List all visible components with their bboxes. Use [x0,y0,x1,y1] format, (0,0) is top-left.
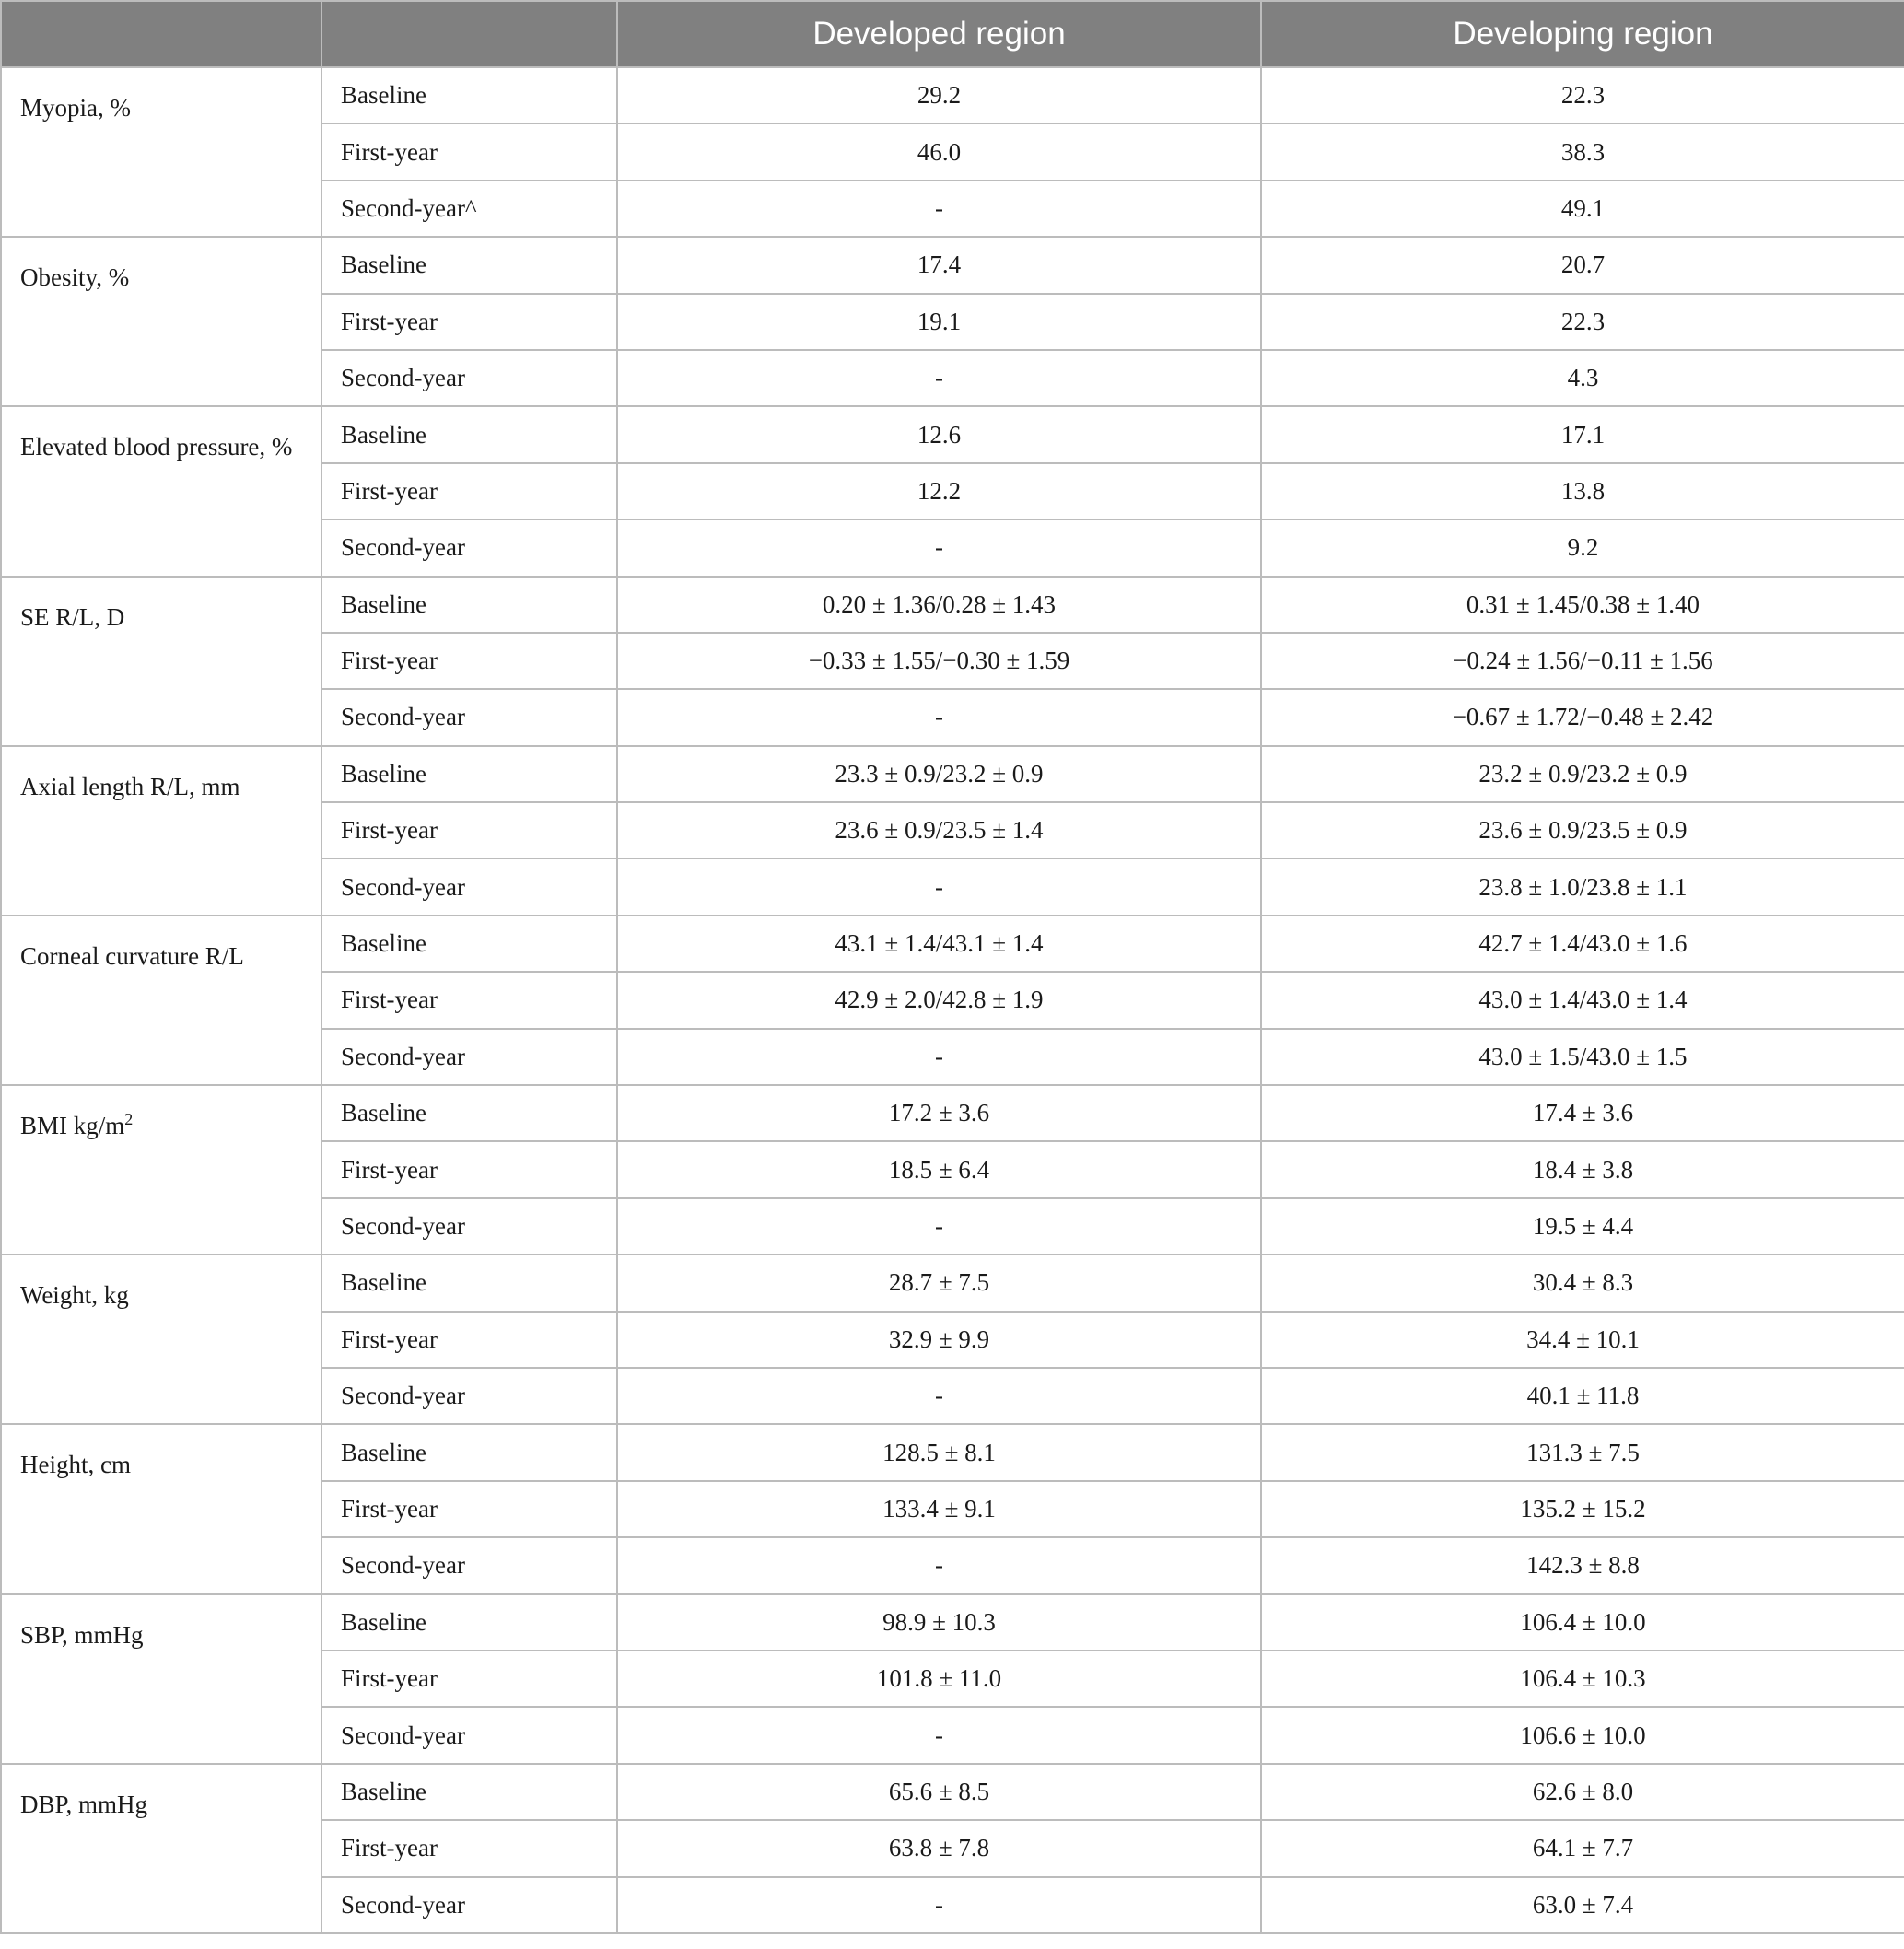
developed-value-cell: - [617,1877,1261,1933]
developing-value-cell: 23.2 ± 0.9/23.2 ± 0.9 [1261,746,1904,802]
table-row [1,746,1904,802]
header-timepoint [321,1,617,67]
developed-value-cell: 101.8 ± 11.0 [617,1651,1261,1707]
timepoint-cell: Baseline [321,746,617,802]
table-row [1,237,1904,293]
developed-value-cell: 23.6 ± 0.9/23.5 ± 1.4 [617,802,1261,858]
timepoint-cell: Baseline [321,406,617,462]
developing-value-cell: 13.8 [1261,463,1904,519]
parameter-cell [1,1424,321,1593]
developing-value-cell: 22.3 [1261,294,1904,350]
header-row [1,1,1904,67]
developed-value-cell: 18.5 ± 6.4 [617,1141,1261,1197]
parameter-label: SE R/L, D [20,602,125,631]
header-developing-region: Developing region [1261,1,1904,67]
developed-value-cell: 98.9 ± 10.3 [617,1594,1261,1651]
timepoint-cell: First-year [321,802,617,858]
parameter-label: Corneal curvature R/L [20,941,244,970]
parameter-cell [1,237,321,406]
developed-value-cell: −0.33 ± 1.55/−0.30 ± 1.59 [617,633,1261,689]
developed-value-cell: - [617,689,1261,745]
parameter-label: Height, cm [20,1451,131,1479]
parameter-cell [1,577,321,746]
timepoint-cell: Baseline [321,1085,617,1141]
developed-value-cell: 29.2 [617,67,1261,123]
parameter-label: Axial length R/L, mm [20,772,240,800]
timepoint-cell: Second-year [321,1877,617,1933]
developed-value-cell: 133.4 ± 9.1 [617,1481,1261,1537]
timepoint-cell: Baseline [321,1255,617,1311]
table-row [1,67,1904,123]
developed-value-cell: 19.1 [617,294,1261,350]
timepoint-cell: First-year [321,1481,617,1537]
timepoint-cell: Baseline [321,1424,617,1480]
developing-value-cell: −0.67 ± 1.72/−0.48 ± 2.42 [1261,689,1904,745]
developed-value-cell: 0.20 ± 1.36/0.28 ± 1.43 [617,577,1261,633]
developing-value-cell: 42.7 ± 1.4/43.0 ± 1.6 [1261,916,1904,972]
developing-value-cell: 106.4 ± 10.3 [1261,1651,1904,1707]
developing-value-cell: 20.7 [1261,237,1904,293]
timepoint-cell: Baseline [321,67,617,123]
parameter-label: Myopia, % [20,94,131,122]
timepoint-cell: Second-year^ [321,181,617,237]
developing-value-cell: 62.6 ± 8.0 [1261,1764,1904,1820]
developed-value-cell: 46.0 [617,123,1261,180]
timepoint-cell: Second-year [321,1198,617,1255]
developing-value-cell: 63.0 ± 7.4 [1261,1877,1904,1933]
timepoint-cell: Second-year [321,1368,617,1424]
timepoint-cell: Baseline [321,916,617,972]
developing-value-cell: 23.8 ± 1.0/23.8 ± 1.1 [1261,858,1904,915]
developing-value-cell: 17.1 [1261,406,1904,462]
developed-value-cell: 63.8 ± 7.8 [617,1820,1261,1876]
developed-value-cell: 43.1 ± 1.4/43.1 ± 1.4 [617,916,1261,972]
developing-value-cell: 106.6 ± 10.0 [1261,1707,1904,1763]
developing-value-cell: 106.4 ± 10.0 [1261,1594,1904,1651]
timepoint-cell: Second-year [321,858,617,915]
header-developed-region: Developed region [617,1,1261,67]
developing-value-cell: 34.4 ± 10.1 [1261,1312,1904,1368]
developing-value-cell: 4.3 [1261,350,1904,406]
developed-value-cell: - [617,1537,1261,1593]
timepoint-cell: First-year [321,1141,617,1197]
developing-value-cell: 142.3 ± 8.8 [1261,1537,1904,1593]
developed-value-cell: 12.6 [617,406,1261,462]
table-row [1,406,1904,462]
developing-value-cell: 0.31 ± 1.45/0.38 ± 1.40 [1261,577,1904,633]
developing-value-cell: 131.3 ± 7.5 [1261,1424,1904,1480]
developed-value-cell: 12.2 [617,463,1261,519]
parameter-cell [1,746,321,916]
timepoint-cell: Baseline [321,1594,617,1651]
timepoint-cell: Second-year [321,1707,617,1763]
table-row [1,1594,1904,1651]
parameter-cell [1,1594,321,1764]
parameter-superscript: 2 [124,1110,134,1129]
table-body [1,67,1904,1933]
parameter-cell [1,67,321,237]
header-parameter [1,1,321,67]
developing-value-cell: 64.1 ± 7.7 [1261,1820,1904,1876]
developing-value-cell: 23.6 ± 0.9/23.5 ± 0.9 [1261,802,1904,858]
timepoint-cell: Second-year [321,350,617,406]
parameter-cell [1,1764,321,1933]
timepoint-cell: Baseline [321,577,617,633]
table-row [1,1255,1904,1311]
timepoint-cell: Baseline [321,1764,617,1820]
timepoint-cell: Second-year [321,519,617,576]
parameter-cell [1,1085,321,1255]
timepoint-cell: Second-year [321,689,617,745]
table-row [1,1764,1904,1820]
parameter-cell [1,916,321,1085]
parameter-cell [1,406,321,576]
developed-value-cell: - [617,181,1261,237]
parameter-label: DBP, mmHg [20,1790,148,1818]
developing-value-cell: −0.24 ± 1.56/−0.11 ± 1.56 [1261,633,1904,689]
developed-value-cell: 32.9 ± 9.9 [617,1312,1261,1368]
developed-value-cell: 17.4 [617,237,1261,293]
timepoint-cell: First-year [321,1820,617,1876]
parameter-cell [1,1255,321,1424]
parameter-label: Obesity, % [20,263,130,292]
timepoint-cell: Second-year [321,1537,617,1593]
developing-value-cell: 43.0 ± 1.4/43.0 ± 1.4 [1261,972,1904,1028]
table-row [1,916,1904,972]
parameter-label: SBP, mmHg [20,1620,144,1649]
developed-value-cell: 42.9 ± 2.0/42.8 ± 1.9 [617,972,1261,1028]
timepoint-cell: Second-year [321,1029,617,1085]
developed-value-cell: - [617,1029,1261,1085]
developing-value-cell: 40.1 ± 11.8 [1261,1368,1904,1424]
timepoint-cell: First-year [321,1651,617,1707]
parameter-label: Weight, kg [20,1281,129,1310]
developed-value-cell: 23.3 ± 0.9/23.2 ± 0.9 [617,746,1261,802]
developed-value-cell: 17.2 ± 3.6 [617,1085,1261,1141]
table-row [1,1424,1904,1480]
developing-value-cell: 30.4 ± 8.3 [1261,1255,1904,1311]
table-row [1,577,1904,633]
developed-value-cell: - [617,1368,1261,1424]
timepoint-cell: First-year [321,972,617,1028]
table-header [1,1,1904,67]
developed-value-cell: - [617,1707,1261,1763]
table-row [1,1085,1904,1141]
developing-value-cell: 19.5 ± 4.4 [1261,1198,1904,1255]
developing-value-cell: 22.3 [1261,67,1904,123]
developed-value-cell: - [617,858,1261,915]
timepoint-cell: First-year [321,123,617,180]
developed-value-cell: 128.5 ± 8.1 [617,1424,1261,1480]
developing-value-cell: 135.2 ± 15.2 [1261,1481,1904,1537]
developed-value-cell: 65.6 ± 8.5 [617,1764,1261,1820]
parameter-label: BMI kg/m [20,1112,125,1140]
developed-value-cell: - [617,519,1261,576]
timepoint-cell: First-year [321,633,617,689]
developing-value-cell: 38.3 [1261,123,1904,180]
developed-value-cell: - [617,350,1261,406]
timepoint-cell: First-year [321,294,617,350]
timepoint-cell: Baseline [321,237,617,293]
parameter-label: Elevated blood pressure, % [20,433,293,461]
timepoint-cell: First-year [321,463,617,519]
developed-value-cell: - [617,1198,1261,1255]
developing-value-cell: 18.4 ± 3.8 [1261,1141,1904,1197]
developing-value-cell: 9.2 [1261,519,1904,576]
timepoint-cell: First-year [321,1312,617,1368]
developing-value-cell: 49.1 [1261,181,1904,237]
developing-value-cell: 43.0 ± 1.5/43.0 ± 1.5 [1261,1029,1904,1085]
developing-value-cell: 17.4 ± 3.6 [1261,1085,1904,1141]
developed-value-cell: 28.7 ± 7.5 [617,1255,1261,1311]
